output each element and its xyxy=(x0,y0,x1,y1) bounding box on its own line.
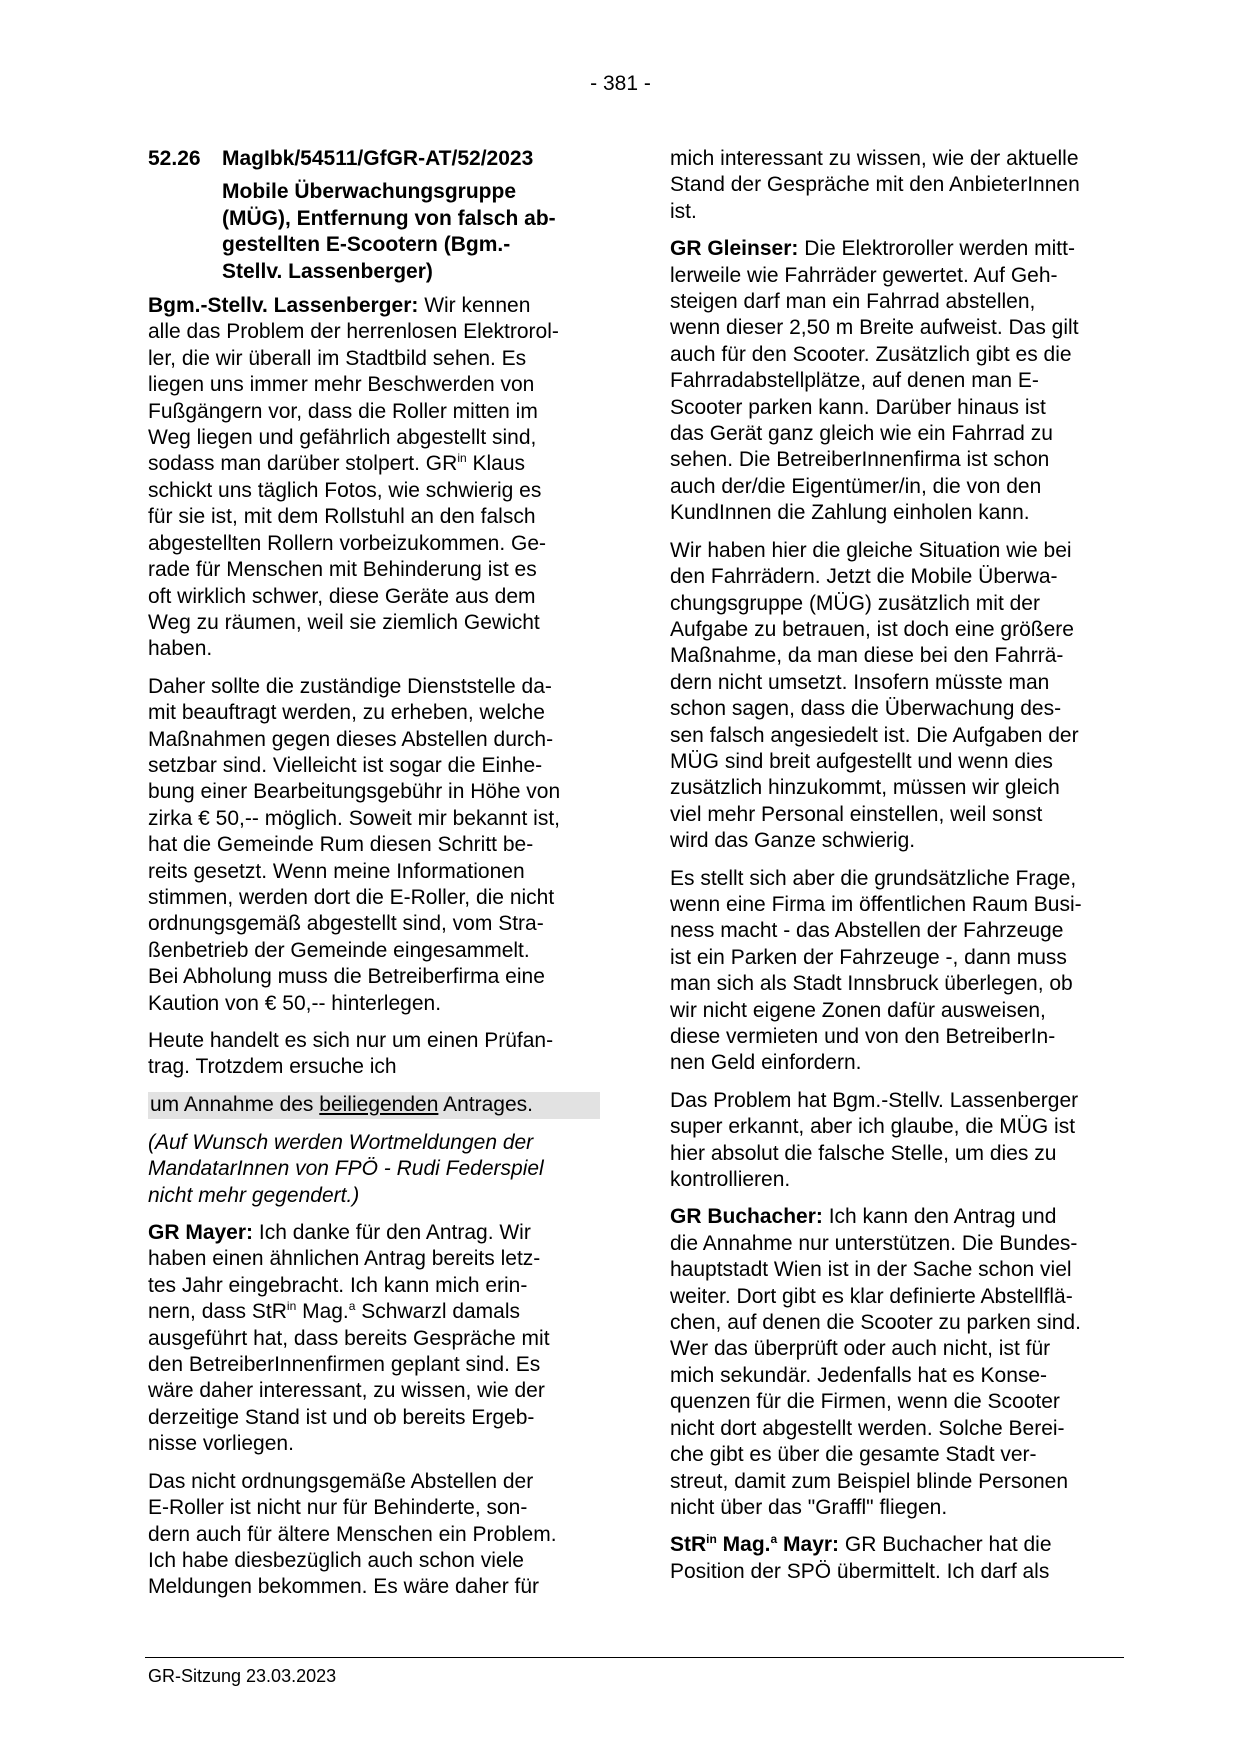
left-column xyxy=(148,146,600,1612)
text-line: streut, damit zum Beispiel blinde Personen xyxy=(670,1469,1069,1493)
text-line: oft wirklich schwer, diese Geräte aus dem xyxy=(148,584,536,608)
text-line: zirka € 50,-- möglich. Soweit mir bekannt ist, xyxy=(148,806,560,830)
text-line: trag. Trotzdem ersuche ich xyxy=(148,1055,397,1079)
text-line: nen Geld einfordern. xyxy=(670,1051,862,1075)
text-line: alle das Problem der herrenlosen Elektrorol- xyxy=(148,320,559,344)
text-line: Position der SPÖ übermittelt. Ich darf als xyxy=(670,1559,1050,1583)
text-line: die Annahme nur unterstützen. Die Bundes- xyxy=(670,1231,1078,1255)
text-line: nisse vorliegen. xyxy=(148,1432,294,1456)
footer-divider xyxy=(145,1657,1124,1658)
text-line: KundInnen die Zahlung einholen kann. xyxy=(670,501,1030,525)
text-line: haben einen ähnlichen Antrag bereits letz- xyxy=(148,1247,541,1271)
text-line: weiter. Dort gibt es klar definierte Abstellflä- xyxy=(670,1284,1073,1308)
text-line: steigen darf man ein Fahrrad abstellen, xyxy=(670,290,1036,314)
text-line: dern auch für ältere Menschen ein Problem. xyxy=(148,1522,557,1546)
text-line: super erkannt, aber ich glaube, die MÜG ist xyxy=(670,1115,1076,1139)
agenda-item-header xyxy=(148,146,600,172)
text-line: derzeitige Stand ist und ob bereits Ergeb- xyxy=(148,1405,535,1429)
text-line: Heute handelt es sich nur um einen Prüfan- xyxy=(148,1029,554,1052)
speaker-name-part: Mag. xyxy=(716,1533,771,1557)
text-line: Es stellt sich aber die grundsätzliche Frage, xyxy=(670,866,1077,890)
text-line: tes Jahr eingebracht. Ich kann mich erin- xyxy=(148,1273,528,1297)
paragraph-mayer xyxy=(148,1220,600,1458)
speaker-name-part: Mayr: xyxy=(777,1533,840,1557)
text-line: auch für den Scooter. Zusätzlich gibt es die xyxy=(670,342,1072,366)
text-line: Fahrradabstellplätze, auf denen man E- xyxy=(670,369,1039,393)
title-line: Mobile Überwachungsgruppe xyxy=(222,180,517,204)
text-line: hauptstadt Wien ist in der Sache schon viel xyxy=(670,1258,1072,1282)
text-line: man sich als Stadt Innsbruck überlegen, ob xyxy=(670,972,1073,996)
text-line: Meldungen bekommen. Es wäre daher für xyxy=(148,1575,540,1599)
text-line: Wer das überprüft oder auch nicht, ist für xyxy=(670,1337,1051,1361)
right-column xyxy=(670,146,1122,1596)
text-line: Klaus xyxy=(466,452,526,476)
text-line: zusätzlich hinzukommt, müssen wir gleich xyxy=(670,776,1060,800)
text-line: ist. xyxy=(670,199,697,223)
motion-request xyxy=(148,1092,600,1119)
text-line: Ich habe diesbezüglich auch schon viele xyxy=(148,1548,524,1572)
text-line: mich interessant zu wissen, wie der aktuelle xyxy=(670,147,1079,170)
text-line: nicht mehr gegendert.) xyxy=(148,1183,360,1207)
text-line: Wir kennen xyxy=(418,294,531,318)
text-line: Ich kann den Antrag und xyxy=(822,1205,1057,1229)
text-line: MÜG sind breit aufgestellt und wenn dies xyxy=(670,749,1053,773)
text-line: nern, dass StR xyxy=(148,1300,287,1324)
paragraph-continuation xyxy=(670,146,1122,225)
page-number: - 381 - xyxy=(590,72,651,95)
text-line: che gibt es über die gesamte Stadt ver- xyxy=(670,1443,1037,1467)
text-line: haben. xyxy=(148,637,213,661)
text-line: MandatarInnen von FPÖ - Rudi Federspiel xyxy=(148,1157,544,1181)
paragraph-buchacher xyxy=(670,1204,1122,1521)
text-line: kontrollieren. xyxy=(670,1168,791,1192)
text-line: ßenbetrieb der Gemeinde eingesammelt. xyxy=(148,938,530,962)
paragraph-mayr xyxy=(670,1532,1122,1585)
text-line: Die Elektroroller werden mitt- xyxy=(798,237,1075,261)
title-line: Stellv. Lassenberger) xyxy=(222,259,433,283)
text-line: (Auf Wunsch werden Wortmeldungen der xyxy=(148,1130,534,1154)
superscript: in xyxy=(706,1532,717,1547)
text-line: sodass man darüber stolpert. GR xyxy=(148,452,458,476)
text-line: ist ein Parken der Fahrzeuge -, dann muss xyxy=(670,945,1067,969)
text-line: viel mehr Personal einstellen, weil sonst xyxy=(670,802,1043,826)
paragraph-lassenberger xyxy=(148,293,600,663)
text-line: reits gesetzt. Wenn meine Informationen xyxy=(148,859,525,883)
text-line: Mag. xyxy=(296,1300,349,1324)
paragraph-problem xyxy=(670,1088,1122,1194)
text-line: Ich danke für den Antrag. Wir xyxy=(253,1221,531,1245)
paragraph-gleinser xyxy=(670,236,1122,526)
text-line: Bei Abholung muss die Betreiberfirma eine xyxy=(148,965,545,989)
text-line: Das nicht ordnungsgemäße Abstellen der xyxy=(148,1469,534,1493)
footer-session: GR-Sitzung 23.03.2023 xyxy=(148,1666,337,1686)
text-line: ler, die wir überall im Stadtbild sehen. Es xyxy=(148,346,527,370)
text-line: ausgeführt hat, dass bereits Gespräche mit xyxy=(148,1326,550,1350)
text-line: quenzen für die Firmen, wenn die Scooter xyxy=(670,1390,1060,1414)
text-line: stimmen, werden dort die E-Roller, die nicht xyxy=(148,885,555,909)
text-line: nicht über das "Graffl" fliegen. xyxy=(670,1495,948,1519)
text-line: wird das Ganze schwierig. xyxy=(670,829,916,853)
agenda-item-reference: MagIbk/54511/GfGR-AT/52/2023 xyxy=(222,147,534,170)
text-line: Das Problem hat Bgm.-Stellv. Lassenberger xyxy=(670,1088,1079,1112)
text-line: Weg liegen und gefährlich abgestellt sind, xyxy=(148,426,537,450)
text-line: liegen uns immer mehr Beschwerden von xyxy=(148,373,535,397)
text-line: chungsgruppe (MÜG) zusätzlich mit der xyxy=(670,591,1040,615)
text-line: wenn dieser 2,50 m Breite aufweist. Das gilt xyxy=(670,316,1079,340)
text-line: das Gerät ganz gleich wie ein Fahrrad zu xyxy=(670,422,1053,446)
text-line: den Fahrrädern. Jetzt die Mobile Überwa- xyxy=(670,565,1058,589)
text-line: auch der/die Eigentümer/in, die von den xyxy=(670,474,1042,498)
text-line: Fußgängern vor, dass die Roller mitten im xyxy=(148,399,538,423)
text-line: abgestellten Rollern vorbeizukommen. Ge- xyxy=(148,531,547,555)
text-line: wäre daher interessant, zu wissen, wie der xyxy=(148,1379,545,1403)
text-line: Maßnahmen gegen dieses Abstellen durch- xyxy=(148,727,554,751)
superscript: a xyxy=(770,1532,778,1547)
paragraph-pruefantrag xyxy=(148,1028,600,1081)
text-line: wenn eine Firma im öffentlichen Raum Busi- xyxy=(670,892,1082,916)
text-line: Schwarzl damals xyxy=(355,1300,521,1324)
speaker-name: GR Buchacher: xyxy=(670,1205,823,1229)
text-line: mit beauftragt werden, zu erheben, welche xyxy=(148,701,545,725)
text-line: E-Roller ist nicht nur für Behinderte, son- xyxy=(148,1496,528,1520)
text-line: wir nicht eigene Zonen dafür ausweisen, xyxy=(670,998,1046,1022)
speaker-name: GR Gleinser: xyxy=(670,237,799,261)
superscript: a xyxy=(348,1299,356,1314)
agenda-item-title xyxy=(222,179,592,285)
text-line: hier absolut die falsche Stelle, um dies zu xyxy=(670,1141,1057,1165)
text-line: für sie ist, mit dem Rollstuhl an den falsch xyxy=(148,505,536,529)
paragraph-dienststelle xyxy=(148,674,600,1017)
speaker-name-part: StR xyxy=(670,1533,707,1557)
text-line: Maßnahme, da man diese bei den Fahrrä- xyxy=(670,644,1064,668)
speaker-name: Bgm.-Stellv. Lassenberger: xyxy=(148,294,419,318)
text-line: GR Buchacher hat die xyxy=(839,1533,1052,1557)
text-line: Weg zu räumen, weil sie ziemlich Gewicht xyxy=(148,610,540,634)
text-line: schickt uns täglich Fotos, wie schwierig es xyxy=(148,478,542,502)
text-line: ordnungsgemäß abgestellt sind, vom Stra- xyxy=(148,912,544,936)
text-line: sen falsch angesiedelt ist. Die Aufgaben der xyxy=(670,723,1079,747)
speaker-name xyxy=(670,1533,839,1556)
speaker-name: GR Mayer: xyxy=(148,1221,254,1245)
text-line: Stand der Gespräche mit den AnbieterInnen xyxy=(670,173,1080,197)
text-line: dern nicht umsetzt. Insofern müsste man xyxy=(670,670,1050,694)
paragraph-abstellen xyxy=(148,1469,600,1601)
paragraph-situation xyxy=(670,538,1122,855)
text-line: setzbar sind. Vielleicht ist sogar die Einhe- xyxy=(148,753,543,777)
title-line: (MÜG), Entfernung von falsch ab- xyxy=(222,206,556,230)
gender-note xyxy=(148,1130,600,1209)
text-line: rade für Menschen mit Behinderung ist es xyxy=(148,558,537,582)
text-line: den BetreiberInnenfirmen geplant sind. Es xyxy=(148,1353,541,1377)
text-line: schon sagen, dass die Überwachung des- xyxy=(670,697,1062,721)
text-line: Wir haben hier die gleiche Situation wie bei xyxy=(670,538,1072,562)
motion-text: Antrages. xyxy=(438,1092,533,1116)
text-line: lerweile wie Fahrräder gewertet. Auf Geh- xyxy=(670,263,1058,287)
text-line: sehen. Die BetreiberInnenfirma ist schon xyxy=(670,448,1050,472)
text-line: nicht dort abgestellt werden. Solche Berei- xyxy=(670,1416,1065,1440)
text-line: hat die Gemeinde Rum diesen Schritt be- xyxy=(148,833,534,857)
text-line: Kaution von € 50,-- hinterlegen. xyxy=(148,991,442,1015)
superscript: in xyxy=(457,451,467,466)
paragraph-frage xyxy=(670,866,1122,1077)
title-line: gestellten E-Scootern (Bgm.- xyxy=(222,233,511,257)
text-line: mich sekundär. Jedenfalls hat es Konse- xyxy=(670,1363,1048,1387)
text-line: Aufgabe zu betrauen, ist doch eine größere xyxy=(670,617,1074,641)
motion-text: um Annahme des xyxy=(150,1092,320,1116)
agenda-item-number: 52.26 xyxy=(148,147,201,170)
text-line: bung einer Bearbeitungsgebühr in Höhe von xyxy=(148,780,561,804)
text-line: diese vermieten und von den BetreiberIn- xyxy=(670,1025,1056,1048)
text-line: Scooter parken kann. Darüber hinaus ist xyxy=(670,395,1046,419)
text-line: chen, auf denen die Scooter zu parken sind. xyxy=(670,1311,1081,1335)
text-line: ness macht - das Abstellen der Fahrzeuge xyxy=(670,919,1064,943)
motion-underlined: beiliegenden xyxy=(319,1092,439,1116)
superscript: in xyxy=(286,1299,297,1314)
text-line: Daher sollte die zuständige Dienststelle da- xyxy=(148,674,552,698)
